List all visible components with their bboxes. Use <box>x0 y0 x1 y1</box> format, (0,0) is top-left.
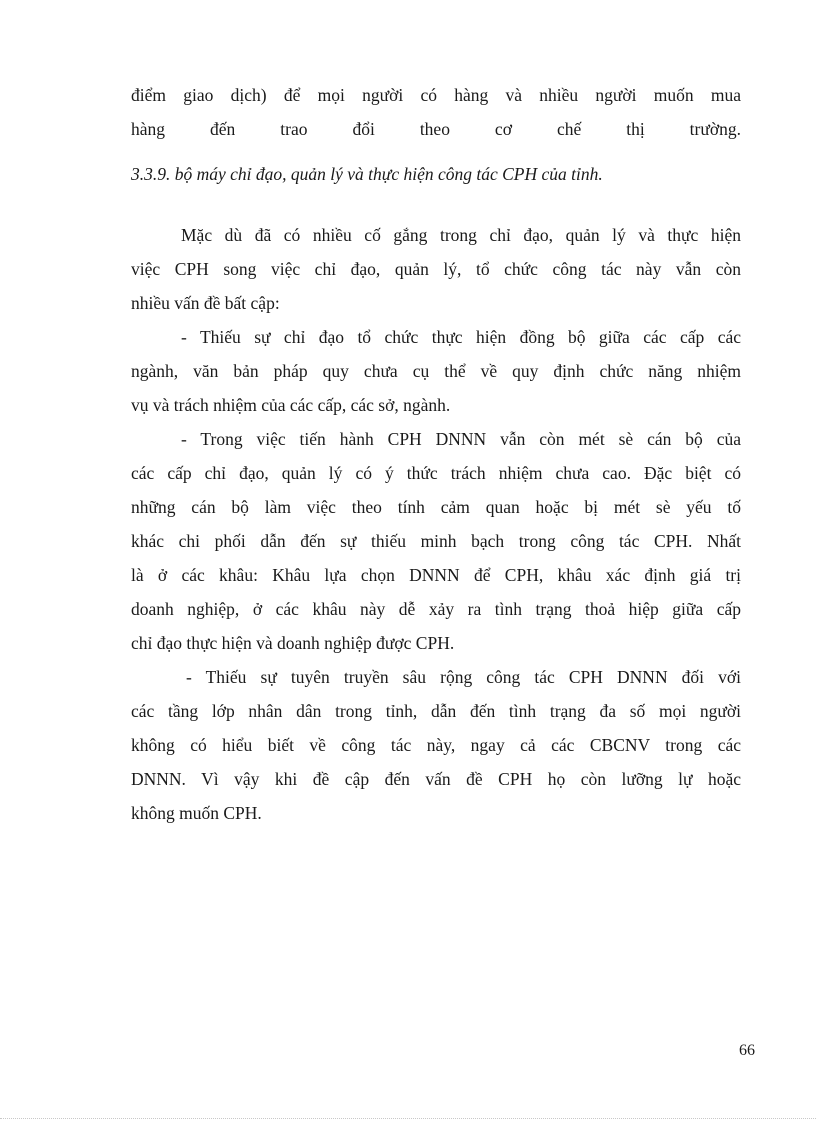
body-text <box>131 218 741 830</box>
text-line: chỉ đạo thực hiện và doanh nghiệp được CPH. <box>131 633 455 653</box>
text-line: - Trong việc tiến hành CPH DNNN vẫn còn mét sè cán bộ của <box>181 429 741 449</box>
text-line: - Thiếu sự tuyên truyền sâu rộng công tác CPH DNNN đối với <box>186 667 741 687</box>
text-line: ngành, văn bản pháp quy chưa cụ thể về quy định chức năng nhiệm <box>131 361 741 381</box>
text-line: các tầng lớp nhân dân trong tỉnh, dẫn đến tình trạng đa số mọi người <box>131 701 741 721</box>
text-line: việc CPH song việc chỉ đạo, quản lý, tổ chức công tác này vẫn còn <box>131 259 741 279</box>
text-line: hàng đến trao đổi theo cơ chế thị trường. <box>131 119 741 139</box>
text-line: là ở các khâu: Khâu lựa chọn DNNN để CPH, khâu xác định giá trị <box>131 565 741 585</box>
text-line: khác chi phối dẫn đến sự thiếu minh bạch trong công tác CPH. Nhất <box>131 531 741 551</box>
text-line: - Thiếu sự chỉ đạo tổ chức thực hiện đồng bộ giữa các cấp các <box>181 327 741 347</box>
page-bottom-divider <box>0 1118 816 1119</box>
text-line: không muốn CPH. <box>131 803 262 823</box>
text-line: Mặc dù đã có nhiều cố gắng trong chỉ đạo, quản lý và thực hiện <box>181 225 741 245</box>
text-line: điểm giao dịch) để mọi người có hàng và nhiều người muốn mua <box>131 85 741 105</box>
text-line: vụ và trách nhiệm của các cấp, các sở, ngành. <box>131 395 451 415</box>
text-line: doanh nghiệp, ở các khâu này dễ xảy ra tình trạng thoả hiệp giữa cấp <box>131 599 741 619</box>
paragraph <box>131 218 741 320</box>
text-line: những cán bộ làm việc theo tính cảm quan hoặc bị mét sè yếu tố <box>131 497 741 517</box>
section-heading: 3.3.9. bộ máy chỉ đạo, quản lý và thực hiện công tác CPH của tỉnh. <box>131 164 603 184</box>
page-number: 66 <box>739 1042 755 1059</box>
text-line: DNNN. Vì vậy khi đề cập đến vấn đề CPH họ còn lưỡng lự hoặc <box>131 769 741 789</box>
text-line: các cấp chỉ đạo, quản lý có ý thức trách nhiệm chưa cao. Đặc biệt có <box>131 463 741 483</box>
text-line: không có hiểu biết về công tác này, ngay cả các CBCNV trong các <box>131 735 741 755</box>
paragraph <box>131 320 741 422</box>
continuation-text <box>131 78 741 146</box>
text-line: nhiều vấn đề bất cập: <box>131 293 280 313</box>
paragraph <box>131 422 741 660</box>
paragraph <box>131 660 741 830</box>
